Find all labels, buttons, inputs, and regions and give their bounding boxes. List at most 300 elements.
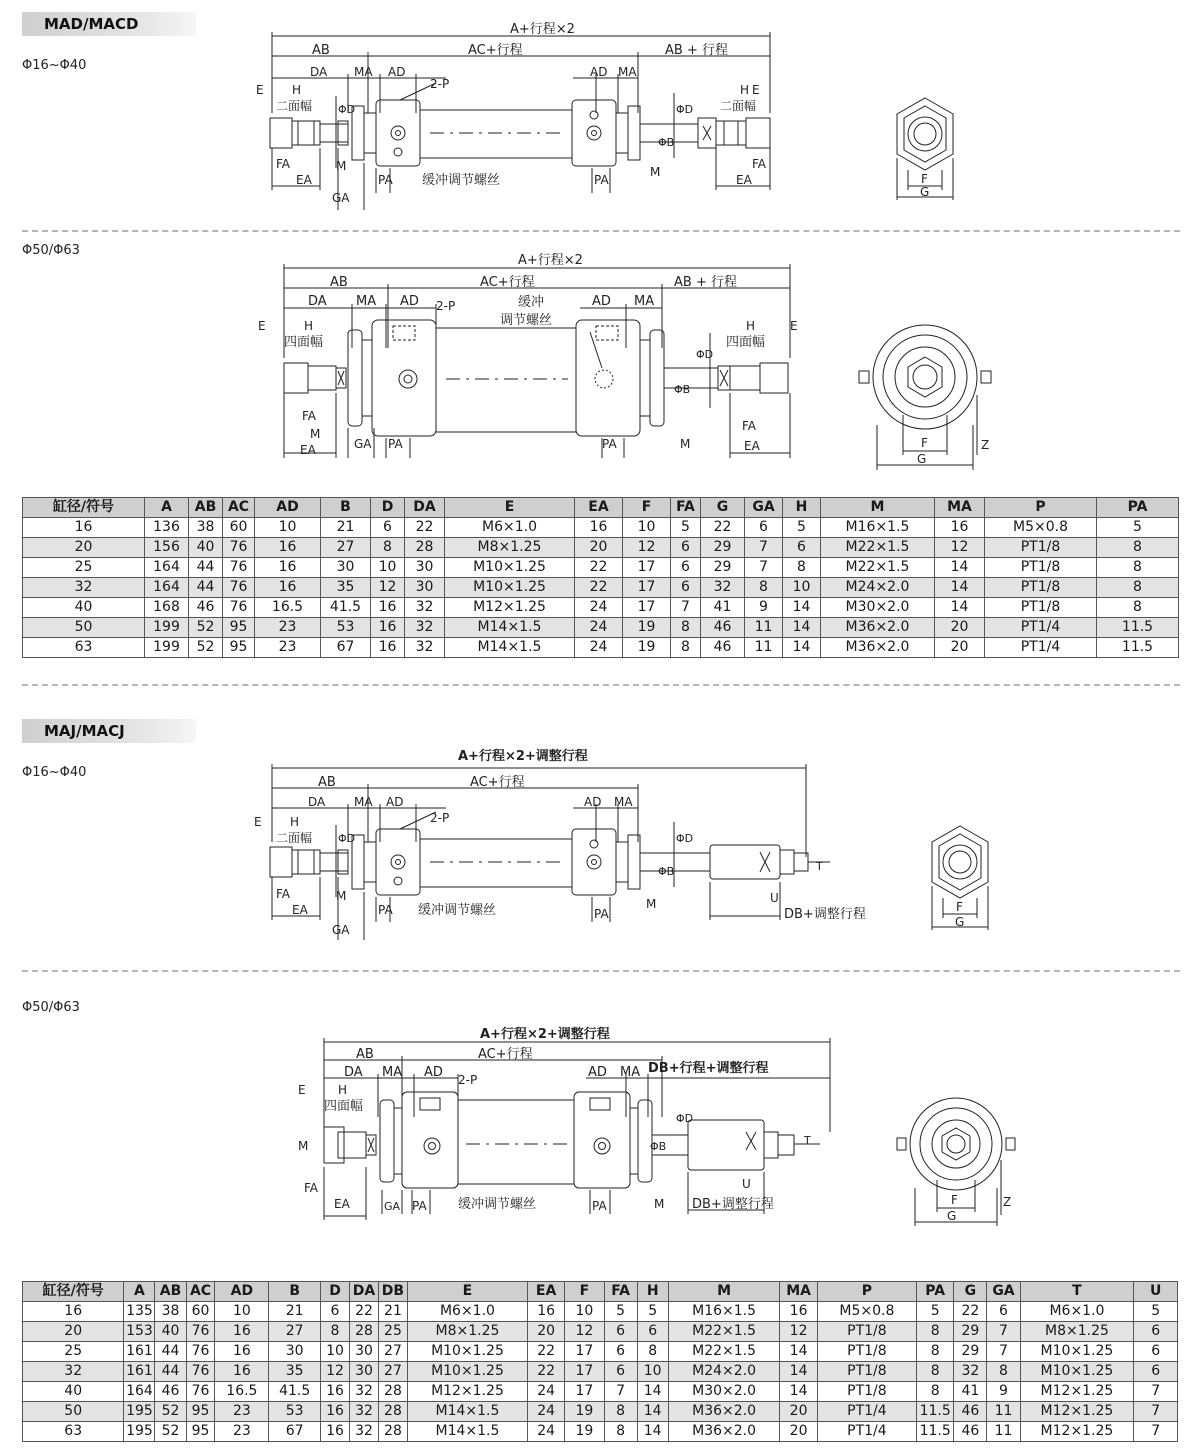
svg-text:U: U bbox=[770, 891, 779, 905]
table-cell: 41 bbox=[954, 1382, 987, 1402]
table-cell: 25 bbox=[23, 1342, 124, 1362]
column-header: DB bbox=[378, 1282, 407, 1302]
table-cell: 16 bbox=[371, 598, 405, 618]
table-cell: 17 bbox=[623, 558, 671, 578]
svg-text:PA: PA bbox=[378, 903, 393, 917]
svg-text:ΦD: ΦD bbox=[338, 832, 356, 845]
table-cell: 28 bbox=[378, 1402, 407, 1422]
table-cell: PT1/4 bbox=[817, 1402, 916, 1422]
table-cell: PT1/8 bbox=[985, 578, 1097, 598]
svg-text:AD: AD bbox=[592, 294, 611, 309]
table-cell: 24 bbox=[527, 1402, 564, 1422]
table-cell: M10×1.25 bbox=[407, 1342, 527, 1362]
svg-text:AD: AD bbox=[424, 1065, 443, 1080]
table-cell: 16 bbox=[527, 1302, 564, 1322]
table-cell: 6 bbox=[671, 578, 701, 598]
table-cell: M5×0.8 bbox=[985, 518, 1097, 538]
table-cell: M6×1.0 bbox=[407, 1302, 527, 1322]
column-header: F bbox=[623, 498, 671, 518]
column-header: P bbox=[985, 498, 1097, 518]
table-cell: 27 bbox=[378, 1342, 407, 1362]
table-cell: 22 bbox=[575, 558, 623, 578]
svg-text:DA: DA bbox=[310, 65, 328, 79]
table-cell: 6 bbox=[1134, 1362, 1178, 1382]
table-cell: M30×2.0 bbox=[821, 598, 935, 618]
table-cell: 156 bbox=[145, 538, 189, 558]
table-cell: M14×1.5 bbox=[407, 1422, 527, 1442]
svg-text:MA: MA bbox=[382, 1065, 403, 1080]
table-cell: 6 bbox=[783, 538, 821, 558]
column-header: FA bbox=[604, 1282, 637, 1302]
table-cell: 21 bbox=[378, 1302, 407, 1322]
svg-text:A+行程×2: A+行程×2 bbox=[510, 22, 575, 37]
spec-table-mad bbox=[22, 497, 1179, 658]
table-cell: 16 bbox=[255, 558, 321, 578]
svg-text:A+行程×2: A+行程×2 bbox=[518, 253, 583, 268]
table-cell: 14 bbox=[935, 578, 985, 598]
table-cell: 19 bbox=[623, 618, 671, 638]
table-cell: M22×1.5 bbox=[668, 1322, 780, 1342]
table-cell: 8 bbox=[321, 1322, 350, 1342]
table-cell: 23 bbox=[255, 638, 321, 658]
table-cell: 6 bbox=[604, 1342, 637, 1362]
table-cell: PT1/4 bbox=[817, 1422, 916, 1442]
svg-text:DB+调整行程: DB+调整行程 bbox=[692, 1197, 774, 1212]
svg-text:ΦD: ΦD bbox=[676, 103, 694, 116]
table-cell: 63 bbox=[23, 638, 145, 658]
table-cell: 6 bbox=[321, 1302, 350, 1322]
svg-text:F: F bbox=[921, 436, 928, 450]
table-cell: M36×2.0 bbox=[821, 638, 935, 658]
table-cell: 16 bbox=[780, 1302, 817, 1322]
column-header: M bbox=[821, 498, 935, 518]
table-cell: 24 bbox=[575, 638, 623, 658]
table-cell: 32 bbox=[405, 618, 445, 638]
svg-text:FA: FA bbox=[302, 409, 317, 423]
table-cell: 7 bbox=[604, 1382, 637, 1402]
table-cell: 17 bbox=[565, 1342, 604, 1362]
table-cell: 10 bbox=[255, 518, 321, 538]
table-header-row bbox=[23, 1282, 1178, 1302]
table-cell: 67 bbox=[269, 1422, 321, 1442]
table-cell: 14 bbox=[935, 598, 985, 618]
svg-text:M: M bbox=[654, 1197, 665, 1211]
table-cell: M36×2.0 bbox=[668, 1422, 780, 1442]
table-cell: 44 bbox=[189, 558, 223, 578]
svg-text:M: M bbox=[650, 165, 661, 179]
svg-text:DA: DA bbox=[308, 294, 327, 309]
table-cell: M10×1.25 bbox=[1020, 1342, 1134, 1362]
table-cell: 8 bbox=[604, 1402, 637, 1422]
table-cell: 46 bbox=[155, 1382, 186, 1402]
column-header: AC bbox=[223, 498, 255, 518]
table-cell: M12×1.25 bbox=[1020, 1382, 1134, 1402]
table-cell: 16 bbox=[321, 1382, 350, 1402]
svg-text:AC+行程: AC+行程 bbox=[478, 1047, 533, 1062]
table-cell: 8 bbox=[671, 638, 701, 658]
table-cell: 6 bbox=[987, 1302, 1020, 1322]
end-view-maj-small bbox=[915, 818, 1005, 933]
table-cell: 20 bbox=[575, 538, 623, 558]
table-cell: 17 bbox=[565, 1362, 604, 1382]
drawing-mad-small bbox=[240, 18, 800, 213]
table-cell: 12 bbox=[935, 538, 985, 558]
table-cell: 7 bbox=[1134, 1382, 1178, 1402]
svg-text:缓冲调节螺丝: 缓冲调节螺丝 bbox=[422, 173, 501, 188]
table-cell: 6 bbox=[671, 538, 701, 558]
table-cell: 22 bbox=[527, 1342, 564, 1362]
column-header: U bbox=[1134, 1282, 1178, 1302]
svg-text:G: G bbox=[947, 1209, 957, 1223]
table-cell: 32 bbox=[23, 1362, 124, 1382]
svg-text:T: T bbox=[816, 860, 823, 873]
table-cell: M22×1.5 bbox=[821, 538, 935, 558]
svg-text:PA: PA bbox=[592, 1199, 607, 1213]
table-cell: M10×1.25 bbox=[445, 578, 575, 598]
svg-text:G: G bbox=[917, 452, 927, 466]
table-cell: 95 bbox=[223, 638, 255, 658]
table-cell: 9 bbox=[745, 598, 783, 618]
svg-text:2-P: 2-P bbox=[458, 1073, 478, 1087]
svg-text:GA: GA bbox=[332, 923, 350, 937]
end-view-mad-small bbox=[880, 90, 970, 205]
table-cell: 195 bbox=[124, 1402, 155, 1422]
table-header-row bbox=[23, 498, 1179, 518]
svg-text:缓冲调节螺丝: 缓冲调节螺丝 bbox=[458, 1197, 537, 1212]
divider bbox=[22, 230, 1180, 232]
table-row bbox=[23, 1302, 1178, 1322]
svg-text:M: M bbox=[298, 1139, 309, 1153]
column-header: P bbox=[817, 1282, 916, 1302]
table-cell: 5 bbox=[671, 518, 701, 538]
table-cell: 30 bbox=[350, 1362, 379, 1382]
table-cell: 24 bbox=[575, 598, 623, 618]
table-cell: 44 bbox=[155, 1342, 186, 1362]
table-cell: 35 bbox=[269, 1362, 321, 1382]
table-cell: 30 bbox=[405, 578, 445, 598]
table-cell: M14×1.5 bbox=[407, 1402, 527, 1422]
table-cell: 16 bbox=[23, 1302, 124, 1322]
table-cell: 46 bbox=[189, 598, 223, 618]
table-cell: M10×1.25 bbox=[1020, 1362, 1134, 1382]
table-cell: 32 bbox=[350, 1382, 379, 1402]
svg-text:H: H bbox=[338, 1083, 348, 1097]
table-cell: 8 bbox=[1097, 578, 1179, 598]
table-row bbox=[23, 618, 1179, 638]
svg-text:DB+行程+调整行程: DB+行程+调整行程 bbox=[648, 1061, 769, 1076]
svg-text:GA: GA bbox=[384, 1200, 401, 1213]
table-cell: 6 bbox=[604, 1362, 637, 1382]
table-cell: 5 bbox=[637, 1302, 668, 1322]
table-cell: 41 bbox=[701, 598, 745, 618]
column-header: E bbox=[407, 1282, 527, 1302]
svg-text:AD: AD bbox=[386, 795, 404, 809]
column-header: FA bbox=[671, 498, 701, 518]
table-cell: 40 bbox=[23, 1382, 124, 1402]
table-cell: 95 bbox=[223, 618, 255, 638]
table-cell: 19 bbox=[623, 638, 671, 658]
table-cell: 30 bbox=[321, 558, 371, 578]
table-cell: 5 bbox=[917, 1302, 954, 1322]
svg-text:ΦB: ΦB bbox=[650, 1140, 667, 1153]
svg-text:DA: DA bbox=[344, 1065, 363, 1080]
svg-text:GA: GA bbox=[332, 191, 350, 205]
table-cell: 8 bbox=[1097, 598, 1179, 618]
table-cell: 52 bbox=[155, 1422, 186, 1442]
table-cell: 76 bbox=[223, 558, 255, 578]
column-header: AD bbox=[255, 498, 321, 518]
table-cell: M8×1.25 bbox=[445, 538, 575, 558]
svg-text:ΦD: ΦD bbox=[696, 348, 714, 361]
svg-text:DA: DA bbox=[308, 795, 326, 809]
table-cell: 7 bbox=[1134, 1422, 1178, 1442]
svg-text:PA: PA bbox=[594, 907, 609, 921]
table-cell: 16 bbox=[215, 1342, 269, 1362]
table-cell: 9 bbox=[987, 1382, 1020, 1402]
table-cell: 11.5 bbox=[917, 1402, 954, 1422]
table-cell: 46 bbox=[954, 1402, 987, 1422]
svg-text:四面幅: 四面幅 bbox=[284, 335, 324, 350]
table-cell: M12×1.25 bbox=[1020, 1422, 1134, 1442]
table-row bbox=[23, 558, 1179, 578]
svg-text:H: H bbox=[290, 815, 300, 829]
svg-text:ΦB: ΦB bbox=[658, 136, 675, 149]
table-cell: 11.5 bbox=[917, 1422, 954, 1442]
svg-text:二面幅: 二面幅 bbox=[276, 831, 313, 845]
table-cell: 8 bbox=[917, 1342, 954, 1362]
table-cell: 14 bbox=[780, 1382, 817, 1402]
table-cell: 135 bbox=[124, 1302, 155, 1322]
svg-text:FA: FA bbox=[304, 1181, 319, 1195]
table-cell: M10×1.25 bbox=[407, 1362, 527, 1382]
table-cell: M24×2.0 bbox=[821, 578, 935, 598]
table-row bbox=[23, 598, 1179, 618]
svg-text:M: M bbox=[336, 889, 347, 903]
svg-text:MA: MA bbox=[614, 795, 633, 809]
table-cell: 29 bbox=[701, 558, 745, 578]
table-cell: 164 bbox=[145, 558, 189, 578]
svg-text:AD: AD bbox=[590, 65, 608, 79]
table-cell: 32 bbox=[405, 598, 445, 618]
table-cell: PT1/4 bbox=[985, 618, 1097, 638]
table-cell: M16×1.5 bbox=[668, 1302, 780, 1322]
column-header: AD bbox=[215, 1282, 269, 1302]
svg-text:MA: MA bbox=[620, 1065, 641, 1080]
table-cell: M12×1.25 bbox=[407, 1382, 527, 1402]
table-cell: 10 bbox=[637, 1362, 668, 1382]
table-cell: 8 bbox=[371, 538, 405, 558]
svg-text:二面幅: 二面幅 bbox=[720, 99, 757, 113]
table-cell: 25 bbox=[378, 1322, 407, 1342]
column-header: D bbox=[371, 498, 405, 518]
table-cell: 16.5 bbox=[215, 1382, 269, 1402]
svg-text:AB + 行程: AB + 行程 bbox=[665, 43, 728, 58]
table-cell: 22 bbox=[527, 1362, 564, 1382]
svg-text:EA: EA bbox=[334, 1197, 350, 1211]
table-cell: 7 bbox=[987, 1322, 1020, 1342]
table-cell: 46 bbox=[701, 618, 745, 638]
svg-text:DB+调整行程: DB+调整行程 bbox=[784, 907, 866, 922]
svg-text:MA: MA bbox=[354, 65, 373, 79]
svg-text:A+行程×2+调整行程: A+行程×2+调整行程 bbox=[480, 1027, 610, 1042]
table-cell: M22×1.5 bbox=[668, 1342, 780, 1362]
table-cell: 195 bbox=[124, 1422, 155, 1442]
size-label-mad-large: Φ50/Φ63 bbox=[22, 243, 80, 258]
table-cell: 95 bbox=[186, 1422, 215, 1442]
svg-text:MA: MA bbox=[618, 65, 637, 79]
table-cell: 16 bbox=[575, 518, 623, 538]
svg-text:FA: FA bbox=[276, 887, 291, 901]
table-cell: 11 bbox=[987, 1402, 1020, 1422]
table-cell: 35 bbox=[321, 578, 371, 598]
table-cell: 8 bbox=[917, 1322, 954, 1342]
column-header: DA bbox=[405, 498, 445, 518]
table-cell: 23 bbox=[255, 618, 321, 638]
table-cell: 28 bbox=[378, 1382, 407, 1402]
table-cell: 24 bbox=[527, 1422, 564, 1442]
table-cell: 21 bbox=[269, 1302, 321, 1322]
table-cell: 10 bbox=[623, 518, 671, 538]
table-cell: 44 bbox=[189, 578, 223, 598]
column-header: DA bbox=[350, 1282, 379, 1302]
table-cell: 8 bbox=[1097, 558, 1179, 578]
svg-text:EA: EA bbox=[292, 903, 308, 917]
table-cell: 161 bbox=[124, 1362, 155, 1382]
table-cell: 14 bbox=[780, 1342, 817, 1362]
svg-text:H: H bbox=[740, 83, 750, 97]
table-cell: 8 bbox=[917, 1362, 954, 1382]
table-cell: 168 bbox=[145, 598, 189, 618]
svg-text:AB: AB bbox=[330, 275, 348, 290]
section-title-maj: MAJ/MACJ bbox=[22, 719, 196, 743]
table-cell: 22 bbox=[405, 518, 445, 538]
svg-text:PA: PA bbox=[412, 1199, 427, 1213]
table-cell: 28 bbox=[350, 1322, 379, 1342]
table-cell: 28 bbox=[405, 538, 445, 558]
column-header: PA bbox=[1097, 498, 1179, 518]
table-cell: 46 bbox=[954, 1422, 987, 1442]
svg-text:FA: FA bbox=[276, 157, 291, 171]
drawing-maj-large bbox=[290, 1022, 850, 1252]
table-cell: 16 bbox=[371, 638, 405, 658]
svg-text:PA: PA bbox=[388, 437, 403, 451]
table-cell: 7 bbox=[1134, 1402, 1178, 1422]
column-header: MA bbox=[780, 1282, 817, 1302]
table-cell: 8 bbox=[637, 1342, 668, 1362]
table-cell: M6×1.0 bbox=[445, 518, 575, 538]
table-cell: 12 bbox=[321, 1362, 350, 1382]
svg-text:PA: PA bbox=[594, 173, 609, 187]
svg-text:AD: AD bbox=[584, 795, 602, 809]
table-cell: 14 bbox=[637, 1382, 668, 1402]
table-cell: 20 bbox=[780, 1422, 817, 1442]
end-view-maj-large bbox=[893, 1090, 1019, 1230]
table-cell: 22 bbox=[954, 1302, 987, 1322]
svg-text:E: E bbox=[256, 83, 264, 97]
table-cell: 32 bbox=[350, 1422, 379, 1442]
table-cell: 11 bbox=[745, 638, 783, 658]
table-cell: M30×2.0 bbox=[668, 1382, 780, 1402]
table-row bbox=[23, 638, 1179, 658]
end-view-mad-large bbox=[855, 315, 995, 470]
column-header: B bbox=[269, 1282, 321, 1302]
table-cell: 63 bbox=[23, 1422, 124, 1442]
column-header: D bbox=[321, 1282, 350, 1302]
column-header: AC bbox=[186, 1282, 215, 1302]
table-cell: 6 bbox=[604, 1322, 637, 1342]
table-cell: 16 bbox=[215, 1322, 269, 1342]
svg-text:缓冲: 缓冲 bbox=[518, 295, 545, 310]
table-cell: PT1/8 bbox=[985, 558, 1097, 578]
table-cell: 14 bbox=[783, 638, 821, 658]
table-cell: 14 bbox=[783, 598, 821, 618]
table-cell: 11 bbox=[745, 618, 783, 638]
table-cell: 52 bbox=[155, 1402, 186, 1422]
svg-text:E: E bbox=[752, 83, 760, 97]
table-cell: M24×2.0 bbox=[668, 1362, 780, 1382]
svg-text:H: H bbox=[292, 83, 302, 97]
table-cell: 28 bbox=[378, 1422, 407, 1442]
svg-text:AD: AD bbox=[588, 1065, 607, 1080]
svg-text:AC+行程: AC+行程 bbox=[480, 275, 535, 290]
svg-text:E: E bbox=[258, 319, 266, 333]
table-cell: 14 bbox=[637, 1422, 668, 1442]
table-cell: 22 bbox=[701, 518, 745, 538]
table-cell: 164 bbox=[145, 578, 189, 598]
table-cell: 10 bbox=[565, 1302, 604, 1322]
svg-text:GA: GA bbox=[354, 437, 372, 451]
svg-text:F: F bbox=[951, 1193, 958, 1207]
column-header: AB bbox=[155, 1282, 186, 1302]
table-cell: 29 bbox=[954, 1342, 987, 1362]
table-cell: 14 bbox=[783, 618, 821, 638]
table-cell: 53 bbox=[269, 1402, 321, 1422]
svg-text:Z: Z bbox=[1003, 1195, 1012, 1209]
drawing-mad-large bbox=[250, 248, 810, 463]
table-cell: 12 bbox=[780, 1322, 817, 1342]
svg-text:EA: EA bbox=[300, 443, 316, 457]
svg-text:2-P: 2-P bbox=[430, 77, 450, 91]
svg-text:EA: EA bbox=[296, 173, 312, 187]
table-cell: 7 bbox=[745, 558, 783, 578]
table-cell: 40 bbox=[155, 1322, 186, 1342]
table-cell: 136 bbox=[145, 518, 189, 538]
column-header: H bbox=[783, 498, 821, 518]
table-cell: 7 bbox=[671, 598, 701, 618]
table-cell: 60 bbox=[223, 518, 255, 538]
table-cell: 14 bbox=[935, 558, 985, 578]
svg-text:M: M bbox=[310, 427, 321, 441]
table-cell: 11 bbox=[987, 1422, 1020, 1442]
table-row bbox=[23, 1402, 1178, 1422]
table-cell: 16 bbox=[255, 538, 321, 558]
column-header: 缸径/符号 bbox=[23, 1282, 124, 1302]
table-cell: 17 bbox=[623, 578, 671, 598]
table-cell: 67 bbox=[321, 638, 371, 658]
svg-text:T: T bbox=[804, 1134, 811, 1147]
table-cell: 32 bbox=[350, 1402, 379, 1422]
svg-text:MA: MA bbox=[354, 795, 373, 809]
svg-text:A+行程×2+调整行程: A+行程×2+调整行程 bbox=[458, 749, 588, 764]
table-cell: 76 bbox=[223, 578, 255, 598]
table-cell: 8 bbox=[671, 618, 701, 638]
column-header: F bbox=[565, 1282, 604, 1302]
svg-text:MA: MA bbox=[356, 294, 377, 309]
table-cell: 29 bbox=[701, 538, 745, 558]
svg-text:EA: EA bbox=[736, 173, 752, 187]
table-cell: 19 bbox=[565, 1402, 604, 1422]
table-cell: 17 bbox=[565, 1382, 604, 1402]
